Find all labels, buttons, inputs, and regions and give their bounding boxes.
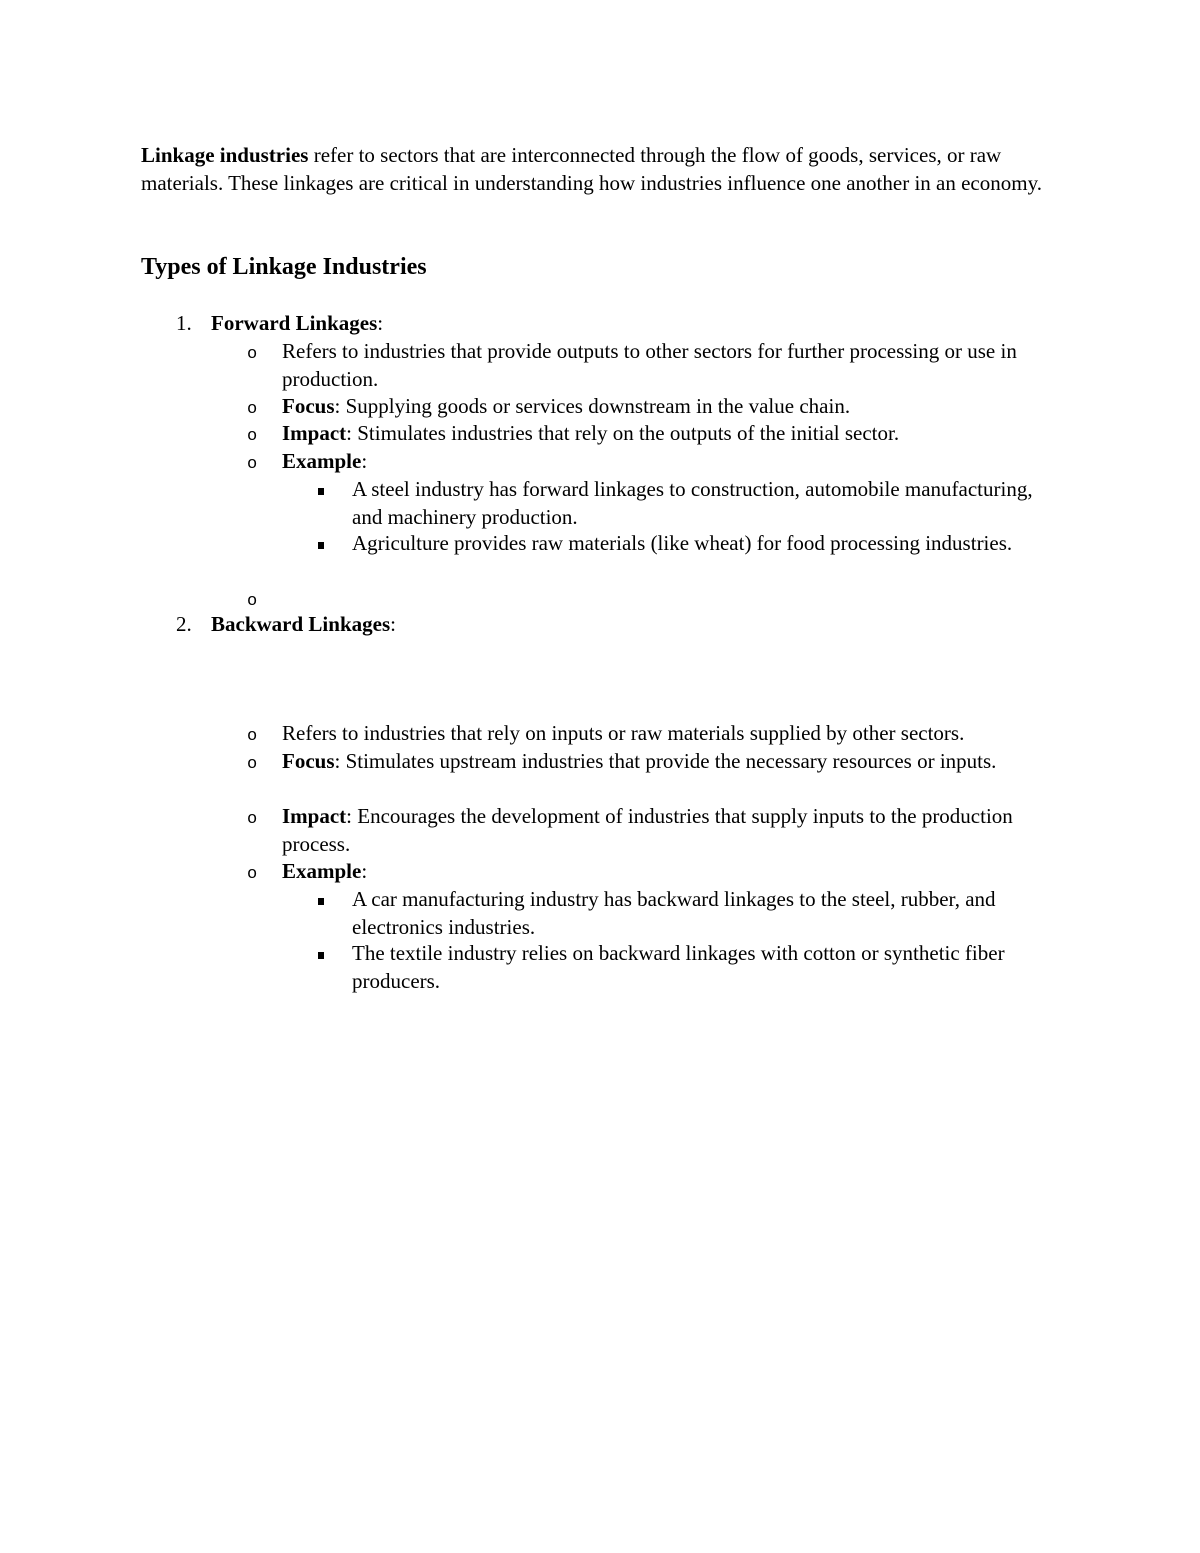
forward-impact: Impact: Stimulates industries that rely on the outputs of the initial sector. (282, 421, 900, 445)
list-title: Backward Linkages: (211, 612, 396, 636)
circle-bullet-icon: o (247, 455, 258, 474)
list-number: 2. (176, 612, 192, 636)
forward-example-label: Example: (282, 449, 368, 473)
backward-impact: Impact: Encourages the development of industries that supply inputs to the production process. (282, 804, 1013, 856)
circle-bullet-icon: o (247, 727, 258, 746)
backward-focus: Focus: Stimulates upstream industries that provide the necessary resources or inputs. (282, 749, 997, 773)
forward-example-text: Agriculture provides raw materials (like wheat) for food processing industries. (352, 531, 1013, 555)
forward-definition: Refers to industries that provide outputs to other sectors for further processing or use in production. (282, 339, 1017, 391)
circle-bullet-icon: o (247, 755, 258, 774)
backward-title: Backward Linkages (211, 612, 391, 636)
circle-bullet-icon: o (247, 345, 258, 364)
square-bullet-icon (318, 488, 324, 495)
square-bullet-icon (318, 898, 324, 905)
circle-bullet-icon: o (247, 592, 258, 611)
forward-title: Forward Linkages (211, 311, 378, 335)
backward-example-label: Example: (282, 859, 368, 883)
list-number: 1. (176, 311, 192, 335)
intro-paragraph (141, 142, 1061, 197)
intro-term: Linkage industries (141, 143, 309, 167)
intro-text: refer to sectors that are interconnected through the flow of goods, services, or raw materials. These linkages are critical in understanding how industries influence one another in an economy. (141, 143, 1042, 195)
square-bullet-icon (318, 542, 324, 549)
circle-bullet-icon: o (247, 427, 258, 446)
forward-example-text: A steel industry has forward linkages to construction, automobile manufacturing, and machinery production. (352, 477, 1033, 529)
forward-focus: Focus: Supplying goods or services downstream in the value chain. (282, 394, 851, 418)
backward-example-text: The textile industry relies on backward linkages with cotton or synthetic fiber producers. (352, 941, 1005, 993)
section-heading: Types of Linkage Industries (141, 254, 427, 280)
circle-bullet-icon: o (247, 810, 258, 829)
circle-bullet-icon: o (247, 865, 258, 884)
square-bullet-icon (318, 952, 324, 959)
backward-example-text: A car manufacturing industry has backward linkages to the steel, rubber, and electronics industries. (352, 887, 996, 939)
backward-definition: Refers to industries that rely on inputs or raw materials supplied by other sectors. (282, 721, 965, 745)
circle-bullet-icon: o (247, 400, 258, 419)
list-title: Forward Linkages: (211, 311, 384, 335)
